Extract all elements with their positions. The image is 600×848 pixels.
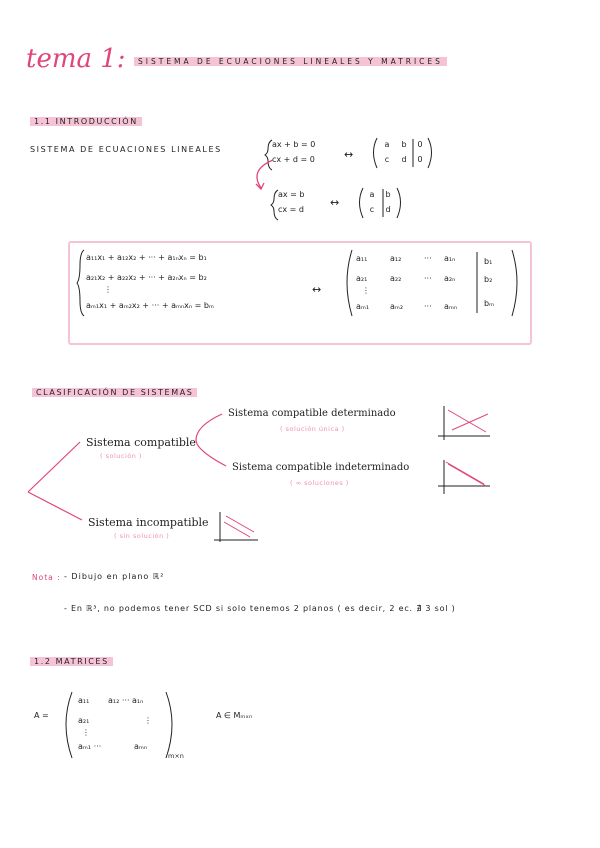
coef-cell: aₘ₂ xyxy=(390,302,404,311)
b-cell: b₁ xyxy=(484,257,493,266)
b-cell: b₂ xyxy=(484,275,493,284)
tree-branch-incompatible xyxy=(28,492,82,520)
matrix-a-bracket-left xyxy=(66,692,72,758)
matrix1-cell: a xyxy=(384,140,390,149)
matrix1-bracket-left xyxy=(374,138,378,168)
matrix1-cell: c xyxy=(384,155,390,164)
matrix2-bracket-left xyxy=(360,188,364,218)
general-eq-dots: ⋮ xyxy=(104,285,112,294)
matrix-a-cell: ⋮ xyxy=(144,716,152,725)
tree-branch-compatible-split xyxy=(196,414,226,466)
matrix-membership: A ∈ Mₘₓₙ xyxy=(216,711,253,720)
matrix2-cell: c xyxy=(369,205,375,214)
coef-cell: a₁ₙ xyxy=(444,254,456,263)
system2-brace xyxy=(271,190,278,220)
matrix1-bracket-right xyxy=(428,138,432,168)
coef-row-dots: ⋮ xyxy=(362,286,370,295)
system2-eq1: ax = b xyxy=(278,190,305,199)
coef-bracket-left xyxy=(347,250,352,316)
coef-cell: ··· xyxy=(424,254,432,263)
general-eq-2: a₂₁x₂ + a₂₂x₂ + ··· + a₂ₙxₙ = b₂ xyxy=(86,273,207,282)
matrix-a-cell: a₂₁ xyxy=(78,716,90,725)
note-label: Nota : xyxy=(32,573,61,582)
coef-cell: a₁₂ xyxy=(390,254,402,263)
matrix-a-cell: aₘₙ xyxy=(134,742,148,751)
system1-eq2: cx + d = 0 xyxy=(272,155,315,164)
matrix2-bracket-right xyxy=(397,188,401,218)
system2-eq2: cx = d xyxy=(278,205,304,214)
matrix1-cell: 0 xyxy=(417,140,423,149)
coef-cell: ··· xyxy=(424,302,432,311)
matrix1-cell: d xyxy=(401,155,407,164)
system1-eq1: ax + b = 0 xyxy=(272,140,316,149)
b-cell: bₘ xyxy=(484,299,495,308)
graph-si xyxy=(214,512,258,542)
curved-arrow xyxy=(257,160,273,188)
matrix1-cell: 0 xyxy=(417,155,423,164)
sci-note: ( ∞ soluciones ) xyxy=(290,479,349,487)
general-eq-1: a₁₁x₁ + a₁₂x₂ + ··· + a₁ₙxₙ = b₁ xyxy=(86,253,207,262)
document-title: SISTEMA DE ECUACIONES LINEALES Y MATRICES xyxy=(134,57,447,66)
graph-sci xyxy=(438,460,490,494)
matrix2-cell: d xyxy=(385,205,391,214)
matrix2-cell: a xyxy=(369,190,375,199)
matrix-a-cell: aₘ₁ ··· xyxy=(78,742,102,751)
general-brace xyxy=(77,250,84,316)
coef-cell: aₘₙ xyxy=(444,302,458,311)
matrix-a-cell: a₁₁ xyxy=(78,696,90,705)
coef-cell: aₘ₁ xyxy=(356,302,370,311)
sistema-compatible-determinado: Sistema compatible determinado xyxy=(228,408,396,419)
sistema-compatible-note: ( solución ) xyxy=(100,452,142,460)
system1-arrow: ↔ xyxy=(344,148,354,161)
scd-note: ( solución única ) xyxy=(280,425,345,433)
section-heading-introduccion: 1.1 INTRODUCCIÓN xyxy=(30,117,142,126)
section-heading-clasificacion: CLASIFICACIÓN DE SISTEMAS xyxy=(32,388,197,397)
sistema-compatible: Sistema compatible xyxy=(86,436,196,449)
general-arrow: ↔ xyxy=(312,283,322,296)
incompatible-note: ( sin solución ) xyxy=(114,532,170,540)
system1-brace xyxy=(265,140,272,170)
coef-cell: a₂ₙ xyxy=(444,274,456,283)
system2-arrow: ↔ xyxy=(330,196,340,209)
tema-label: tema 1: xyxy=(26,44,126,74)
matrix-a-cell: ⋮ xyxy=(82,728,90,737)
coef-cell: ··· xyxy=(424,274,432,283)
coef-cell: a₁₁ xyxy=(356,254,368,263)
coef-cell: a₂₁ xyxy=(356,274,368,283)
general-eq-m: aₘ₁x₁ + aₘ₂x₂ + ··· + aₘₙxₙ = bₘ xyxy=(86,301,214,310)
sistema-compatible-indeterminado: Sistema compatible indeterminado xyxy=(232,462,410,473)
section-heading-matrices: 1.2 MATRICES xyxy=(30,657,113,666)
matrix-a-cell: a₁₂ ··· a₁ₙ xyxy=(108,696,144,705)
tree-branch-compatible xyxy=(28,442,80,492)
matrix-a-label: A = xyxy=(34,711,49,720)
coef-cell: a₂₂ xyxy=(390,274,402,283)
note-line-2: - En ℝ³, no podemos tener SCD si solo tenemos 2 planos ( es decir, 2 ec. ∄ 3 sol ) xyxy=(64,604,456,613)
coef-bracket-right xyxy=(512,250,517,316)
note-line-1: - Dibujo en plano ℝ² xyxy=(64,572,165,581)
matrix-a-bracket-right xyxy=(166,692,172,758)
graph-scd xyxy=(438,406,490,440)
sistema-incompatible: Sistema incompatible xyxy=(88,516,209,529)
matrix1-cell: b xyxy=(401,140,407,149)
matrix-a-subscript: m×n xyxy=(168,752,184,760)
matrix2-cell: b xyxy=(385,190,391,199)
subheading-sistema-ecuaciones: SISTEMA DE ECUACIONES LINEALES xyxy=(30,145,222,154)
